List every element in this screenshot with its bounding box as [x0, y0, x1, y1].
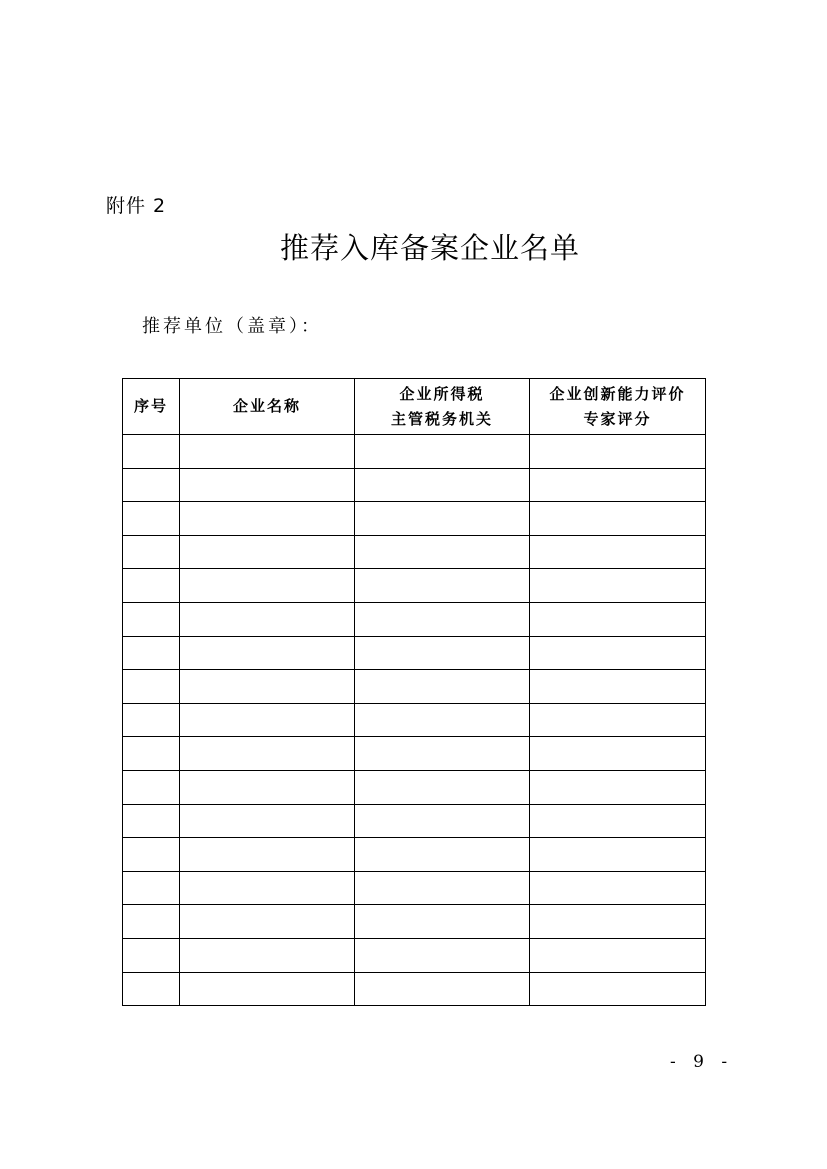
cell-enterprise-name — [180, 703, 355, 737]
table-row — [123, 569, 706, 603]
column-header-serial-number — [123, 379, 180, 435]
cell-enterprise-name — [180, 905, 355, 939]
cell-enterprise-name — [180, 435, 355, 469]
cell-expert-score — [530, 636, 706, 670]
table-row — [123, 938, 706, 972]
cell-expert-score — [530, 972, 706, 1006]
table-row — [123, 535, 706, 569]
cell-enterprise-name — [180, 770, 355, 804]
cell-tax-authority — [355, 502, 530, 536]
table-row — [123, 468, 706, 502]
cell-serial-number — [123, 636, 180, 670]
cell-enterprise-name — [180, 804, 355, 838]
table-row — [123, 502, 706, 536]
header-line: 主管税务机关 — [390, 409, 493, 428]
cell-tax-authority — [355, 535, 530, 569]
cell-tax-authority — [355, 636, 530, 670]
cell-serial-number — [123, 737, 180, 771]
page-number: - 9 - — [670, 1052, 734, 1072]
cell-enterprise-name — [180, 670, 355, 704]
cell-enterprise-name — [180, 468, 355, 502]
column-header-expert-score — [530, 379, 706, 435]
cell-serial-number — [123, 938, 180, 972]
cell-expert-score — [530, 871, 706, 905]
cell-tax-authority — [355, 838, 530, 872]
cell-tax-authority — [355, 435, 530, 469]
header-line: 序号 — [133, 397, 168, 415]
cell-serial-number — [123, 468, 180, 502]
cell-enterprise-name — [180, 535, 355, 569]
cell-enterprise-name — [180, 972, 355, 1006]
cell-tax-authority — [355, 737, 530, 771]
cell-expert-score — [530, 737, 706, 771]
cell-expert-score — [530, 569, 706, 603]
table-header-row — [123, 379, 706, 435]
cell-serial-number — [123, 905, 180, 939]
table-row — [123, 737, 706, 771]
cell-tax-authority — [355, 905, 530, 939]
cell-enterprise-name — [180, 737, 355, 771]
cell-enterprise-name — [180, 569, 355, 603]
cell-expert-score — [530, 905, 706, 939]
cell-expert-score — [530, 670, 706, 704]
table-row — [123, 838, 706, 872]
header-line: 企业创新能力评价 — [549, 384, 686, 403]
cell-serial-number — [123, 972, 180, 1006]
attachment-label: 附件 2 — [106, 195, 167, 217]
cell-enterprise-name — [180, 602, 355, 636]
cell-enterprise-name — [180, 871, 355, 905]
cell-serial-number — [123, 770, 180, 804]
cell-serial-number — [123, 703, 180, 737]
cell-expert-score — [530, 838, 706, 872]
table-row — [123, 972, 706, 1006]
column-header-tax-authority — [355, 379, 530, 435]
cell-expert-score — [530, 602, 706, 636]
table-row — [123, 770, 706, 804]
table-row — [123, 871, 706, 905]
cell-enterprise-name — [180, 636, 355, 670]
cell-tax-authority — [355, 804, 530, 838]
cell-expert-score — [530, 502, 706, 536]
table-row — [123, 804, 706, 838]
cell-tax-authority — [355, 703, 530, 737]
cell-tax-authority — [355, 972, 530, 1006]
table-row — [123, 435, 706, 469]
cell-serial-number — [123, 435, 180, 469]
cell-tax-authority — [355, 602, 530, 636]
cell-tax-authority — [355, 938, 530, 972]
enterprise-list-table — [122, 378, 706, 1006]
table-body — [123, 435, 706, 1006]
cell-serial-number — [123, 535, 180, 569]
header-line: 企业名称 — [232, 397, 301, 415]
table-row — [123, 636, 706, 670]
cell-expert-score — [530, 468, 706, 502]
header-line: 专家评分 — [583, 409, 652, 428]
cell-tax-authority — [355, 468, 530, 502]
cell-tax-authority — [355, 871, 530, 905]
cell-expert-score — [530, 435, 706, 469]
cell-serial-number — [123, 502, 180, 536]
page-title: 推荐入库备案企业名单 — [279, 231, 580, 265]
cell-serial-number — [123, 670, 180, 704]
cell-enterprise-name — [180, 938, 355, 972]
cell-enterprise-name — [180, 838, 355, 872]
cell-expert-score — [530, 938, 706, 972]
cell-tax-authority — [355, 670, 530, 704]
cell-serial-number — [123, 804, 180, 838]
recommending-unit-label: 推荐单位（盖章）： — [142, 316, 322, 337]
table-row — [123, 602, 706, 636]
cell-expert-score — [530, 703, 706, 737]
cell-serial-number — [123, 569, 180, 603]
cell-tax-authority — [355, 770, 530, 804]
cell-serial-number — [123, 871, 180, 905]
table-row — [123, 905, 706, 939]
column-header-enterprise-name — [180, 379, 355, 435]
cell-enterprise-name — [180, 502, 355, 536]
cell-expert-score — [530, 804, 706, 838]
table-row — [123, 670, 706, 704]
cell-serial-number — [123, 838, 180, 872]
cell-expert-score — [530, 535, 706, 569]
header-line: 企业所得税 — [399, 384, 485, 403]
cell-tax-authority — [355, 569, 530, 603]
table-row — [123, 703, 706, 737]
cell-serial-number — [123, 602, 180, 636]
cell-expert-score — [530, 770, 706, 804]
